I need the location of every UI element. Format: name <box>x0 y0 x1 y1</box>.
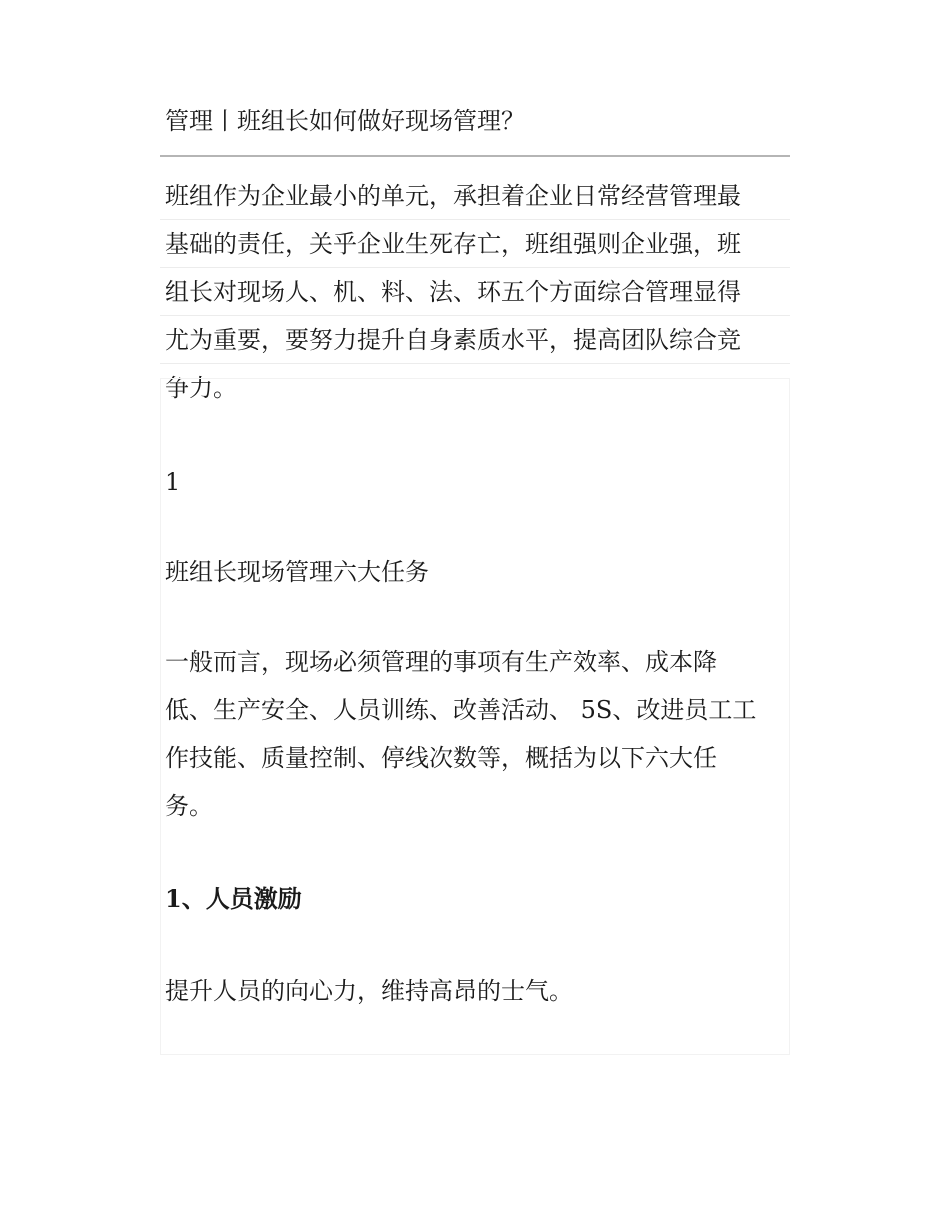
intro-line-text: 基础的责任，关乎企业生死存亡，班组强则企业强，班 <box>165 230 741 258</box>
paragraph-line: 一般而言，现场必须管理的事项有生产效率、成本降 <box>165 648 717 676</box>
intro-line <box>160 220 790 268</box>
section-title: 班组长现场管理六大任务 <box>165 558 429 586</box>
intro-line <box>160 172 790 220</box>
paragraph-line: 作技能、质量控制、停线次数等，概括为以下六大任 <box>165 744 717 772</box>
intro-line-text: 组长对现场人、机、料、法、环五个方面综合管理显得 <box>165 278 741 306</box>
intro-line <box>160 268 790 316</box>
subheading-paragraph: 提升人员的向心力，维持高昂的士气。 <box>165 977 573 1005</box>
article-title: 管理丨班组长如何做好现场管理？ <box>165 107 525 135</box>
intro-line <box>160 316 790 364</box>
subheading: 1、人员激励 <box>165 884 302 913</box>
paragraph-line: 低、生产安全、人员训练、改善活动、 5S、改进员工工 <box>165 696 757 724</box>
intro-paragraph <box>160 172 790 412</box>
body-paragraph <box>165 638 756 830</box>
intro-line-text: 班组作为企业最小的单元，承担着企业日常经营管理最 <box>165 182 741 210</box>
section-number: 1 <box>165 468 181 496</box>
intro-line-text: 尤为重要，要努力提升自身素质水平，提高团队综合竞 <box>165 326 741 354</box>
intro-line-text: 争力。 <box>165 374 237 402</box>
title-divider <box>160 155 790 157</box>
paragraph-line: 务。 <box>165 792 213 820</box>
